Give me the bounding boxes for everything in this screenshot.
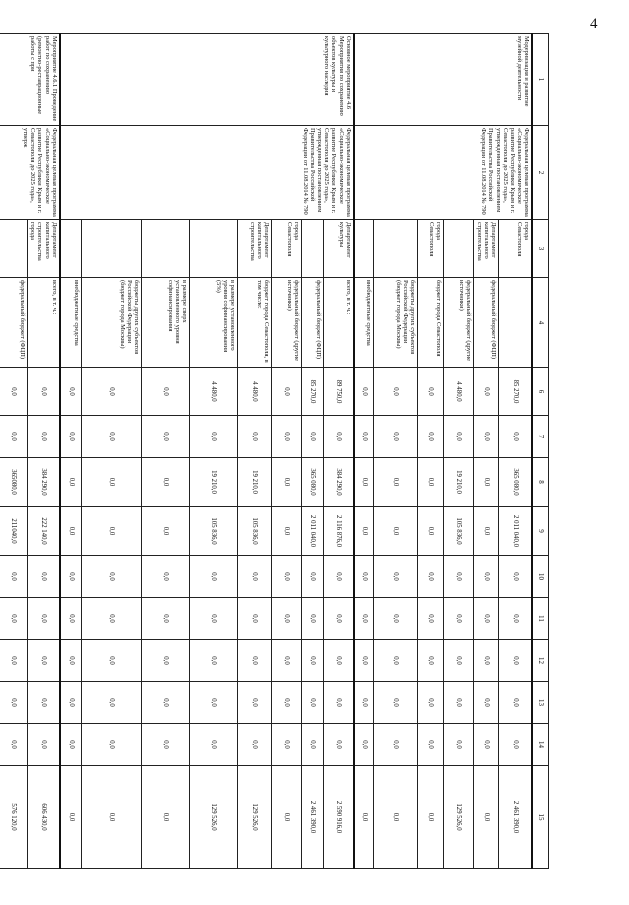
amount-cell: 0,0: [374, 416, 418, 458]
amount-cell: 0,0: [418, 416, 444, 458]
table-row: [324, 34, 354, 869]
funding-source-cell: в размере сверх установленного уровня софинансирования: [142, 278, 190, 368]
amount-cell: 0,0: [60, 507, 82, 556]
funding-source-cell: всего, в т. ч.:: [324, 278, 354, 368]
amount-cell: 606 430,0: [28, 766, 60, 869]
amount-cell: 0,0: [444, 724, 474, 766]
amount-cell: 129 526,0: [444, 766, 474, 869]
amount-cell: 0,0: [474, 507, 499, 556]
amount-cell: 365 080,0: [499, 458, 533, 507]
funding-source-cell: бюджеты других субъектов Российской Федерации (бюджет города Москвы): [82, 278, 142, 368]
executor-cell: Департамент культуры: [324, 220, 354, 278]
amount-cell: 0,0: [82, 682, 142, 724]
executor-cell: [0, 220, 28, 278]
column-number: 6: [533, 368, 549, 416]
table-row: [499, 34, 533, 869]
funding-source-cell: бюджет города Севастополя, в том числе:: [238, 278, 272, 368]
amount-cell: 0,0: [0, 724, 28, 766]
amount-cell: 0,0: [474, 458, 499, 507]
amount-cell: 0,0: [60, 766, 82, 869]
amount-cell: 0,0: [238, 598, 272, 640]
amount-cell: 0,0: [142, 416, 190, 458]
amount-cell: 0,0: [272, 640, 302, 682]
amount-cell: 0,0: [272, 458, 302, 507]
amount-cell: 0,0: [82, 766, 142, 869]
rotated-table: [10, 33, 549, 868]
amount-cell: 0,0: [190, 640, 238, 682]
amount-cell: 0,0: [28, 640, 60, 682]
amount-cell: 0,0: [374, 556, 418, 598]
amount-cell: 0,0: [474, 598, 499, 640]
executor-cell: Департамент капитального строительства: [238, 220, 272, 278]
amount-cell: 0,0: [190, 724, 238, 766]
amount-cell: 0,0: [444, 416, 474, 458]
amount-cell: 0,0: [499, 724, 533, 766]
amount-cell: 0,0: [272, 556, 302, 598]
amount-cell: 105 836,0: [190, 507, 238, 556]
amount-cell: 0,0: [418, 507, 444, 556]
amount-cell: 129 526,0: [238, 766, 272, 869]
amount-cell: 0,0: [324, 598, 354, 640]
amount-cell: 0,0: [238, 724, 272, 766]
amount-cell: 0,0: [374, 724, 418, 766]
amount-cell: 0,0: [142, 640, 190, 682]
amount-cell: 0,0: [190, 682, 238, 724]
executor-cell: [444, 220, 474, 278]
amount-cell: 4 480,0: [190, 368, 238, 416]
executor-cell: города Севастополя: [272, 220, 302, 278]
funding-source-cell: федеральный бюджет (другие источники): [272, 278, 302, 368]
executor-cell: [302, 220, 324, 278]
amount-cell: 384 290,0: [324, 458, 354, 507]
amount-cell: 0,0: [374, 766, 418, 869]
amount-cell: 0,0: [374, 368, 418, 416]
amount-cell: 0,0: [82, 556, 142, 598]
executor-cell: [142, 220, 190, 278]
funding-table: [0, 33, 549, 869]
amount-cell: 576 120,0: [0, 766, 28, 869]
program-name-cell: Федеральная целевая программа «Социально-экономическое развитие Республики Крым и г. Севастополя до 2025 года», утвержденная постановлением Правительства Российской Федерации от 11.08.2014 № 790: [60, 126, 354, 220]
amount-cell: 0,0: [444, 556, 474, 598]
amount-cell: 2 461 390,0: [302, 766, 324, 869]
column-number: 1: [533, 34, 549, 126]
amount-cell: 2 011 040,0: [499, 507, 533, 556]
amount-cell: 0,0: [324, 556, 354, 598]
amount-cell: 0,0: [60, 682, 82, 724]
amount-cell: 0,0: [324, 724, 354, 766]
funding-source-cell: бюджеты других субъектов Российской Федерации (бюджет города Москвы): [374, 278, 418, 368]
amount-cell: 0,0: [302, 724, 324, 766]
column-number: 10: [533, 556, 549, 598]
amount-cell: 0,0: [238, 682, 272, 724]
amount-cell: 0,0: [190, 556, 238, 598]
amount-cell: 0,0: [238, 640, 272, 682]
amount-cell: 4 480,0: [238, 368, 272, 416]
amount-cell: 0,0: [499, 556, 533, 598]
executor-cell: Департамент капитального строительства: [474, 220, 499, 278]
amount-cell: 4 480,0: [444, 368, 474, 416]
amount-cell: 0,0: [444, 640, 474, 682]
amount-cell: 0,0: [142, 598, 190, 640]
amount-cell: 0,0: [444, 598, 474, 640]
column-number: 11: [533, 598, 549, 640]
executor-cell: города Севастополя: [418, 220, 444, 278]
amount-cell: 85 270,0: [302, 368, 324, 416]
page-number: 4: [590, 16, 598, 32]
amount-cell: 0,0: [354, 640, 374, 682]
executor-cell: Департамент капитального строительства города: [28, 220, 60, 278]
amount-cell: 0,0: [142, 507, 190, 556]
amount-cell: 19 210,0: [190, 458, 238, 507]
amount-cell: 384 290,0: [28, 458, 60, 507]
amount-cell: 0,0: [374, 682, 418, 724]
amount-cell: 19 210,0: [238, 458, 272, 507]
executor-cell: [374, 220, 418, 278]
activity-name-cell: Мероприятие 4.6.1 Проведение работ по сохранению (ремонтно-реставрационные работы с при: [0, 34, 60, 126]
amount-cell: 0,0: [28, 724, 60, 766]
amount-cell: 0,0: [272, 416, 302, 458]
funding-source-cell: внебюджетные средства: [354, 278, 374, 368]
amount-cell: 0,0: [0, 368, 28, 416]
amount-cell: 365080,0: [0, 458, 28, 507]
amount-cell: 0,0: [28, 598, 60, 640]
amount-cell: 0,0: [474, 724, 499, 766]
amount-cell: 0,0: [354, 766, 374, 869]
activity-name-cell: Модернизация и развитие музейной деятельности: [354, 34, 533, 126]
amount-cell: 0,0: [324, 682, 354, 724]
amount-cell: 0,0: [302, 682, 324, 724]
amount-cell: 0,0: [302, 556, 324, 598]
amount-cell: 0,0: [418, 368, 444, 416]
funding-source-cell: федеральный бюджет (ФЦП): [0, 278, 28, 368]
amount-cell: 2 011 040,0: [302, 507, 324, 556]
funding-source-cell: бюджет города Севастополя: [418, 278, 444, 368]
amount-cell: 0,0: [354, 556, 374, 598]
amount-cell: 0,0: [0, 416, 28, 458]
amount-cell: 0,0: [354, 416, 374, 458]
amount-cell: 0,0: [142, 556, 190, 598]
amount-cell: 0,0: [354, 368, 374, 416]
amount-cell: 105 836,0: [444, 507, 474, 556]
column-number: 4: [533, 278, 549, 368]
amount-cell: 0,0: [272, 682, 302, 724]
amount-cell: 0,0: [474, 682, 499, 724]
executor-cell: [354, 220, 374, 278]
amount-cell: 0,0: [354, 682, 374, 724]
amount-cell: 0,0: [142, 368, 190, 416]
amount-cell: 365 080,0: [302, 458, 324, 507]
amount-cell: 0,0: [354, 724, 374, 766]
amount-cell: 0,0: [82, 507, 142, 556]
amount-cell: 222 140,0: [28, 507, 60, 556]
amount-cell: 0,0: [474, 640, 499, 682]
table-row: [28, 34, 60, 869]
amount-cell: 0,0: [28, 682, 60, 724]
amount-cell: 0,0: [474, 368, 499, 416]
program-name-cell: Федеральная целевая программа «Социально-экономическое развитие Республики Крым и г. Севастополя до 2025 года», утверж: [0, 126, 60, 220]
amount-cell: 0,0: [272, 724, 302, 766]
amount-cell: 89 750,0: [324, 368, 354, 416]
amount-cell: 0,0: [418, 766, 444, 869]
amount-cell: 0,0: [499, 640, 533, 682]
amount-cell: 0,0: [142, 724, 190, 766]
funding-source-cell: федеральный бюджет (ФЦП): [302, 278, 324, 368]
amount-cell: 0,0: [374, 640, 418, 682]
amount-cell: 0,0: [499, 682, 533, 724]
amount-cell: 0,0: [272, 507, 302, 556]
amount-cell: 0,0: [418, 598, 444, 640]
amount-cell: 0,0: [238, 556, 272, 598]
amount-cell: 0,0: [190, 416, 238, 458]
funding-source-cell: федеральный бюджет (ФЦП): [474, 278, 499, 368]
amount-cell: 0,0: [0, 682, 28, 724]
amount-cell: 0,0: [418, 682, 444, 724]
amount-cell: 211040,0: [0, 507, 28, 556]
amount-cell: 0,0: [272, 766, 302, 869]
amount-cell: 0,0: [142, 682, 190, 724]
amount-cell: 0,0: [354, 598, 374, 640]
amount-cell: 0,0: [474, 416, 499, 458]
amount-cell: 0,0: [418, 458, 444, 507]
amount-cell: 0,0: [82, 640, 142, 682]
amount-cell: 0,0: [354, 507, 374, 556]
amount-cell: 0,0: [142, 458, 190, 507]
amount-cell: 85 270,0: [499, 368, 533, 416]
amount-cell: 0,0: [28, 368, 60, 416]
amount-cell: 0,0: [0, 598, 28, 640]
funding-source-cell: [499, 278, 533, 368]
amount-cell: 0,0: [60, 368, 82, 416]
activity-name-cell: Основное мероприятие 4.6 Мероприятия по сохранению объектов культуры и культурного наследия: [60, 34, 354, 126]
amount-cell: 0,0: [60, 556, 82, 598]
amount-cell: 0,0: [272, 368, 302, 416]
amount-cell: 0,0: [28, 556, 60, 598]
amount-cell: 0,0: [374, 507, 418, 556]
amount-cell: 0,0: [60, 598, 82, 640]
executor-cell: [190, 220, 238, 278]
amount-cell: 0,0: [238, 416, 272, 458]
amount-cell: 0,0: [60, 640, 82, 682]
amount-cell: 0,0: [82, 598, 142, 640]
amount-cell: 2 116 876,0: [324, 507, 354, 556]
amount-cell: 19 210,0: [444, 458, 474, 507]
column-number: 7: [533, 416, 549, 458]
amount-cell: 0,0: [272, 598, 302, 640]
amount-cell: 2 590 916,0: [324, 766, 354, 869]
amount-cell: 0,0: [474, 766, 499, 869]
amount-cell: 0,0: [302, 640, 324, 682]
funding-source-cell: в размере установленного уровня софинансирования (5%): [190, 278, 238, 368]
amount-cell: 0,0: [302, 598, 324, 640]
amount-cell: 105 836,0: [238, 507, 272, 556]
amount-cell: 0,0: [354, 458, 374, 507]
column-number: 8: [533, 458, 549, 507]
amount-cell: 129 526,0: [190, 766, 238, 869]
amount-cell: 0,0: [418, 556, 444, 598]
column-number: 15: [533, 766, 549, 869]
amount-cell: 0,0: [82, 724, 142, 766]
executor-cell: [82, 220, 142, 278]
amount-cell: 0,0: [82, 368, 142, 416]
amount-cell: 0,0: [0, 556, 28, 598]
amount-cell: 0,0: [374, 598, 418, 640]
amount-cell: 0,0: [374, 458, 418, 507]
column-number: 13: [533, 682, 549, 724]
amount-cell: 0,0: [0, 640, 28, 682]
column-number: 3: [533, 220, 549, 278]
amount-cell: 0,0: [60, 416, 82, 458]
column-number: 9: [533, 507, 549, 556]
amount-cell: 0,0: [302, 416, 324, 458]
program-name-cell: Федеральная целевая программа «Социально-экономическое развитие Республики Крым и г. Севастополя до 2025 года», утвержденная постановлением Правительства Российской Федерации от 11.08.2014 № 790: [354, 126, 533, 220]
column-number: 14: [533, 724, 549, 766]
amount-cell: 2 461 390,0: [499, 766, 533, 869]
amount-cell: 0,0: [499, 416, 533, 458]
amount-cell: 0,0: [190, 598, 238, 640]
amount-cell: 0,0: [28, 416, 60, 458]
amount-cell: 0,0: [418, 640, 444, 682]
amount-cell: 0,0: [142, 766, 190, 869]
amount-cell: 0,0: [60, 458, 82, 507]
executor-cell: [60, 220, 82, 278]
amount-cell: 0,0: [60, 724, 82, 766]
amount-cell: 0,0: [474, 556, 499, 598]
amount-cell: 0,0: [82, 458, 142, 507]
amount-cell: 0,0: [418, 724, 444, 766]
amount-cell: 0,0: [499, 598, 533, 640]
funding-source-cell: федеральный бюджет (другие источники): [444, 278, 474, 368]
amount-cell: 0,0: [444, 682, 474, 724]
amount-cell: 0,0: [324, 416, 354, 458]
header-row: [533, 34, 549, 869]
amount-cell: 0,0: [82, 416, 142, 458]
column-number: 12: [533, 640, 549, 682]
funding-source-cell: всего, в т. ч.:: [28, 278, 60, 368]
column-number: 2: [533, 126, 549, 220]
amount-cell: 0,0: [324, 640, 354, 682]
funding-source-cell: внебюджетные средства: [60, 278, 82, 368]
executor-cell: города Севастополя: [499, 220, 533, 278]
rotated-table-frame: [10, 33, 549, 868]
